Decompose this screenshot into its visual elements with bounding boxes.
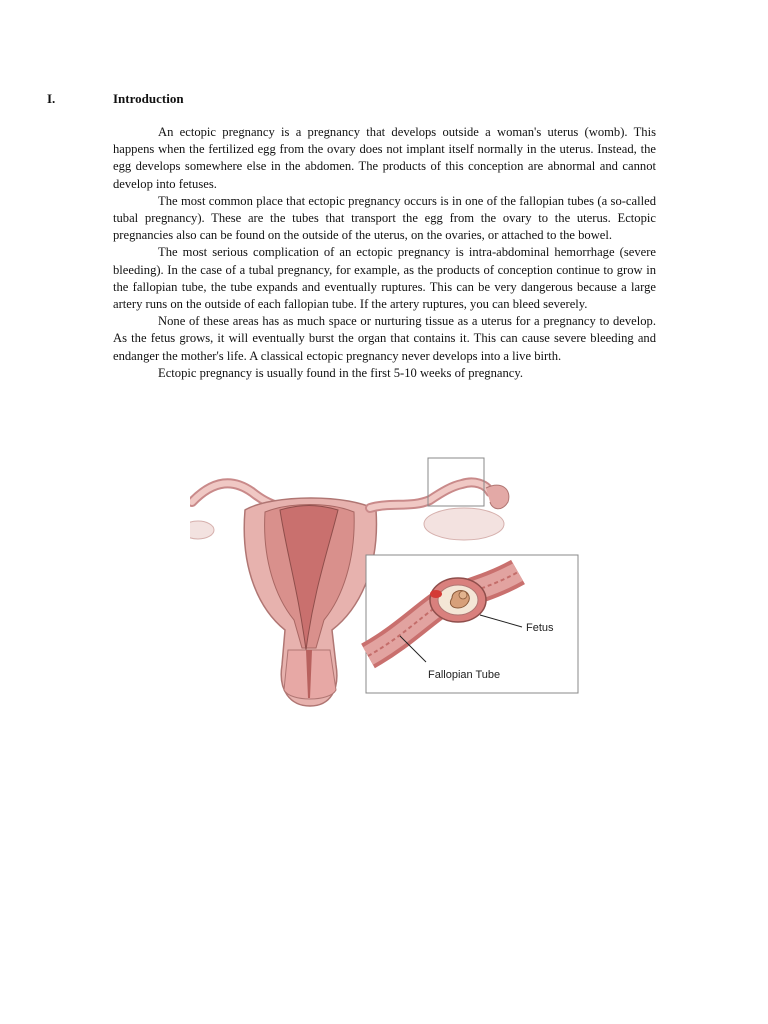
fetus-label: Fetus: [526, 622, 554, 634]
paragraph-3: The most serious complication of an ectopic pregnancy is intra-abdominal hemorrhage (severe bleeding). In the case of a tubal pregnancy, for example, as the products of conception continue to grow in the fallopian tube, the tube expands and eventually ruptures. This can be very dangerous because a large artery runs on the outside of each fallopian tube. If the artery ruptures, you can bleed severely.: [113, 245, 656, 312]
right-ovary: [424, 508, 504, 540]
paragraph-2: The most common place that ectopic pregnancy occurs is in one of the fallopian tubes (a so-called tubal pregnancy). These are the tubes that transport the egg from the ovary to the uterus. Ectopic pregnancies also can be found on the outside of the uterus, on the ovaries, or attached to the bowel.: [113, 193, 656, 243]
section-title: Introduction: [113, 91, 184, 106]
left-ovary: [190, 521, 214, 539]
paragraph-4: None of these areas has as much space or nurturing tissue as a uterus for a pregnancy to develop. As the fetus grows, it will eventually burst the organ that contains it. This can cause severe bleeding and endanger the mother's life. A classical ectopic pregnancy never develops into a live birth.: [113, 314, 656, 363]
fallopian-tube-label: Fallopian Tube: [428, 669, 501, 681]
section-number: I.: [47, 91, 56, 106]
ectopic-pregnancy-illustration: [190, 450, 582, 708]
paragraph-5: Ectopic pregnancy is usually found in the first 5-10 weeks of pregnancy.: [158, 365, 523, 380]
paragraph-1: An ectopic pregnancy is a pregnancy that develops outside a woman's uterus (womb). This happens when the fertilized egg from the ovary does not implant itself normally in the uterus. Instead, the egg develops somewhere else in the abdomen. The products of this conception are abnormal and cannot develop into fetuses.: [113, 125, 656, 191]
body-text: [113, 124, 656, 382]
